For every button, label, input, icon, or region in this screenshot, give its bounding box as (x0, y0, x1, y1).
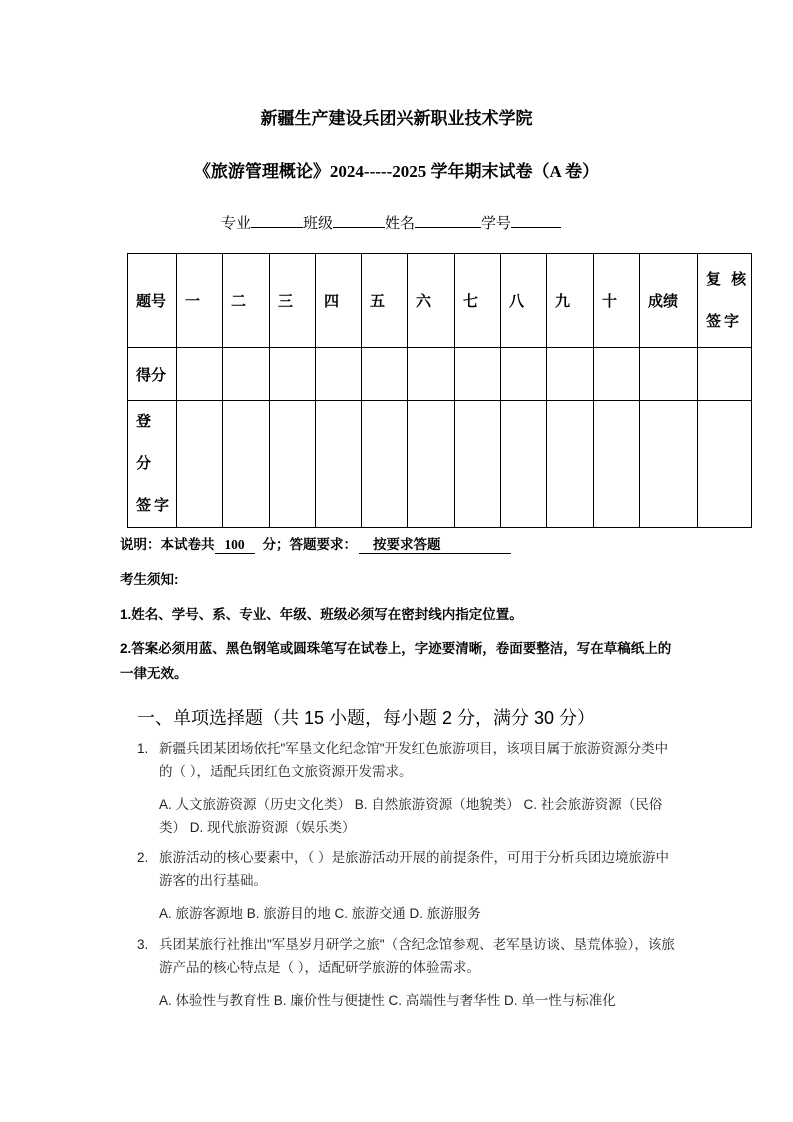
score-cell[interactable] (640, 348, 698, 401)
name-field[interactable] (415, 212, 481, 228)
col-2: 二 (223, 254, 270, 348)
score-table (127, 253, 752, 528)
question-options: A. 旅游客源地 B. 旅游目的地 C. 旅游交通 D. 旅游服务 (159, 906, 481, 921)
review-label-line2: 签字 (706, 312, 743, 330)
class-field[interactable] (333, 212, 385, 228)
col-9: 九 (547, 254, 594, 348)
total-score-value: 100 (215, 537, 255, 554)
col-7: 七 (455, 254, 501, 348)
score-cell[interactable] (698, 348, 752, 401)
row-header-signature (128, 401, 177, 528)
signature-cell[interactable] (362, 401, 408, 528)
answer-requirement (359, 533, 511, 554)
review-label-line1: 复 核 (706, 270, 750, 288)
score-cell[interactable] (408, 348, 455, 401)
signature-cell[interactable] (547, 401, 594, 528)
col-10: 十 (594, 254, 640, 348)
student-info-line (221, 212, 561, 233)
question-1 (137, 737, 677, 839)
total-suffix: 分；答题要求： (262, 537, 357, 552)
score-cell[interactable] (547, 348, 594, 401)
class-label: 班级 (303, 215, 334, 232)
exam-title: 《旅游管理概论》2024-----2025 学年期末试卷（A 卷） (193, 162, 600, 181)
student-id-label: 学号 (481, 215, 512, 232)
question-stem: 新疆兵团某团场依托"军垦文化纪念馆"开发红色旅游项目，该项目属于旅游资源分类中的（ ），适配兵团红色文旅资源开发需求。 (159, 741, 669, 779)
col-1: 一 (177, 254, 223, 348)
signature-cell[interactable] (270, 401, 316, 528)
col-3: 三 (270, 254, 316, 348)
question-number: 3. (137, 937, 149, 952)
score-cell[interactable] (455, 348, 501, 401)
exam-description (120, 533, 511, 554)
question-number: 2. (137, 850, 149, 865)
notice-rule-2: 2.答案必须用蓝、黑色钢笔或圆珠笔写在试卷上，字迹要清晰，卷面要整洁，写在草稿纸上的一律无效。 (120, 641, 672, 681)
signature-cell[interactable] (316, 401, 362, 528)
signature-cell[interactable] (408, 401, 455, 528)
question-options: A. 体验性与教育性 B. 廉价性与便捷性 C. 高端性与奢华性 D. 单一性与标准化 (159, 993, 616, 1008)
table-row-question-numbers (128, 254, 752, 348)
signature-cell[interactable] (223, 401, 270, 528)
signature-cell[interactable] (640, 401, 698, 528)
signature-cell[interactable] (501, 401, 547, 528)
question-options: A. 人文旅游资源（历史文化类） B. 自然旅游资源（地貌类） C. 社会旅游资源（民俗类） D. 现代旅游资源（娱乐类） (159, 797, 663, 835)
signature-cell[interactable] (594, 401, 640, 528)
school-name: 新疆生产建设兵团兴新职业技术学院 (260, 109, 533, 128)
total-prefix: 说明：本试卷共 (120, 537, 215, 552)
col-review-signature (698, 254, 752, 348)
question-3 (137, 933, 677, 1012)
notice-rule-1: 1.姓名、学号、系、专业、年级、班级必须写在密封线内指定位置。 (120, 607, 523, 622)
score-cell[interactable] (270, 348, 316, 401)
signature-label-line1: 登 分 (136, 413, 155, 472)
col-4: 四 (316, 254, 362, 348)
name-label: 姓名 (385, 215, 416, 232)
score-cell[interactable] (223, 348, 270, 401)
table-row-score (128, 348, 752, 401)
col-5: 五 (362, 254, 408, 348)
score-cell[interactable] (177, 348, 223, 401)
col-6: 六 (408, 254, 455, 348)
score-cell[interactable] (362, 348, 408, 401)
question-stem: 兵团某旅行社推出"军垦岁月研学之旅"（含纪念馆参观、老军垦访谈、垦荒体验），该旅游产品的核心特点是（ ），适配研学旅游的体验需求。 (159, 937, 675, 975)
question-number: 1. (137, 741, 149, 756)
table-row-signature (128, 401, 752, 528)
major-field[interactable] (251, 212, 303, 228)
signature-cell[interactable] (455, 401, 501, 528)
signature-label-line2: 签字 (136, 497, 173, 514)
col-total: 成绩 (640, 254, 698, 348)
score-cell[interactable] (594, 348, 640, 401)
student-id-field[interactable] (511, 212, 561, 228)
question-2 (137, 846, 677, 925)
col-8: 八 (501, 254, 547, 348)
score-cell[interactable] (316, 348, 362, 401)
major-label: 专业 (221, 215, 252, 232)
signature-cell[interactable] (177, 401, 223, 528)
signature-cell[interactable] (698, 401, 752, 528)
row-header-score: 得分 (128, 348, 177, 401)
row-header-question-number: 题号 (128, 254, 177, 348)
section-title: 一、单项选择题（共 15 小题，每小题 2 分，满分 30 分） (137, 708, 596, 728)
notice-title: 考生须知: (120, 572, 179, 587)
score-cell[interactable] (501, 348, 547, 401)
answer-requirement-value: 按要求答题 (373, 537, 441, 552)
question-stem: 旅游活动的核心要素中，（ ）是旅游活动开展的前提条件，可用于分析兵团边境旅游中游客的出行基础。 (159, 850, 669, 888)
